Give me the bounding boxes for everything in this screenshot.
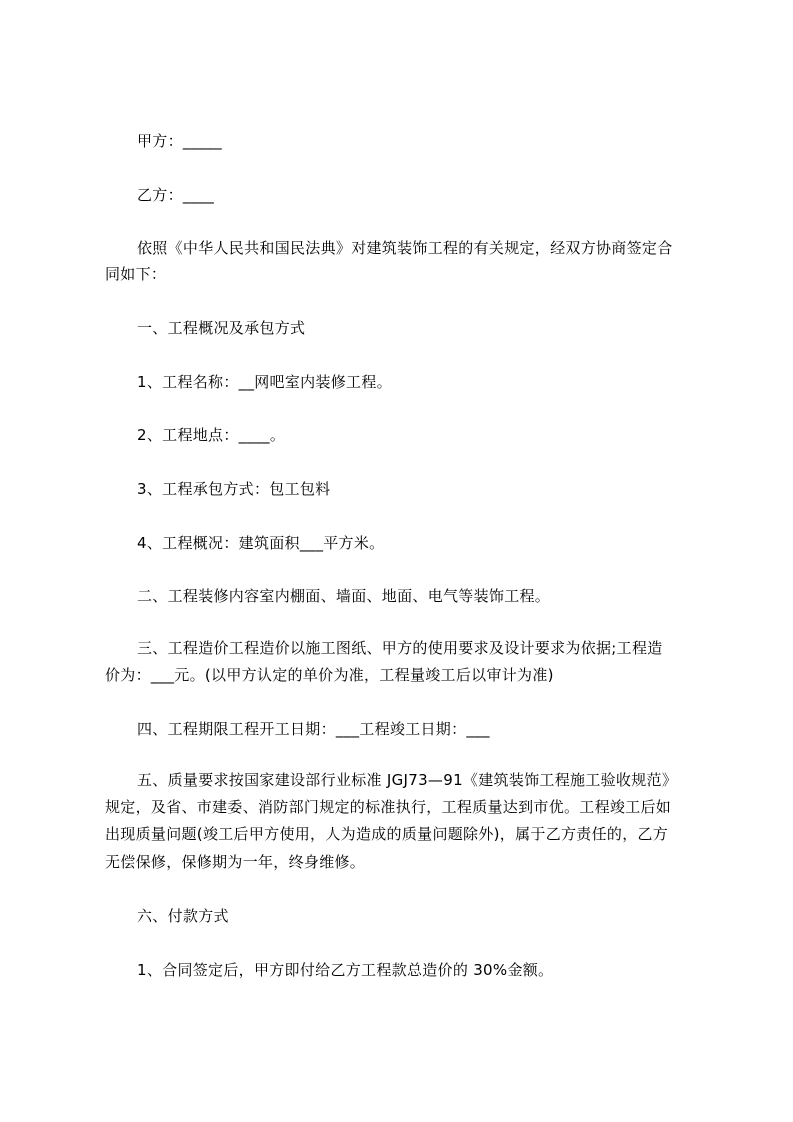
section-5-line-3: 出现质量问题(竣工后甲方使用，人为造成的质量问题除外)，属于乙方责任的，乙方 <box>105 825 669 843</box>
project-location-item: 2、工程地点：____。 <box>137 426 286 444</box>
section-5-line-1: 五、质量要求按国家建设部行业标准 JGJ73—91《建筑装饰工程施工验收规范》 <box>137 771 678 789</box>
section-6-heading: 六、付款方式 <box>137 907 229 925</box>
section-4-paragraph: 四、工程期限工程开工日期：___工程竣工日期：___ <box>137 720 490 738</box>
contract-method-item: 3、工程承包方式：包工包料 <box>137 480 331 498</box>
section-5-line-4: 无偿保修，保修期为一年，终身维修。 <box>105 853 366 871</box>
party-b-line: 乙方：____ <box>137 186 215 204</box>
intro-paragraph-line-2: 同如下： <box>105 265 167 283</box>
section-3-line-2: 价为：___元。(以甲方认定的单价为准，工程量竣工后以审计为准) <box>105 666 554 684</box>
section-3-line-1: 三、工程造价工程造价以施工图纸、甲方的使用要求及设计要求为依据;工程造 <box>137 639 663 657</box>
section-5-line-2: 规定，及省、市建委、消防部门规定的标准执行，工程质量达到市优。工程竣工后如 <box>105 798 672 816</box>
party-a-line: 甲方：_____ <box>137 132 222 150</box>
project-name-item: 1、工程名称：__网吧室内装修工程。 <box>137 373 392 391</box>
intro-paragraph-line-1: 依照《中华人民共和国民法典》对建筑装饰工程的有关规定，经双方协商签定合 <box>137 239 673 257</box>
project-overview-item: 4、工程概况：建筑面积___平方米。 <box>137 534 385 552</box>
section-1-heading: 一、工程概况及承包方式 <box>137 319 306 337</box>
payment-item-1: 1、合同签定后，甲方即付给乙方工程款总造价的 30%金额。 <box>137 961 554 979</box>
section-2-paragraph: 二、工程装修内容室内棚面、墙面、地面、电气等装饰工程。 <box>137 587 551 605</box>
